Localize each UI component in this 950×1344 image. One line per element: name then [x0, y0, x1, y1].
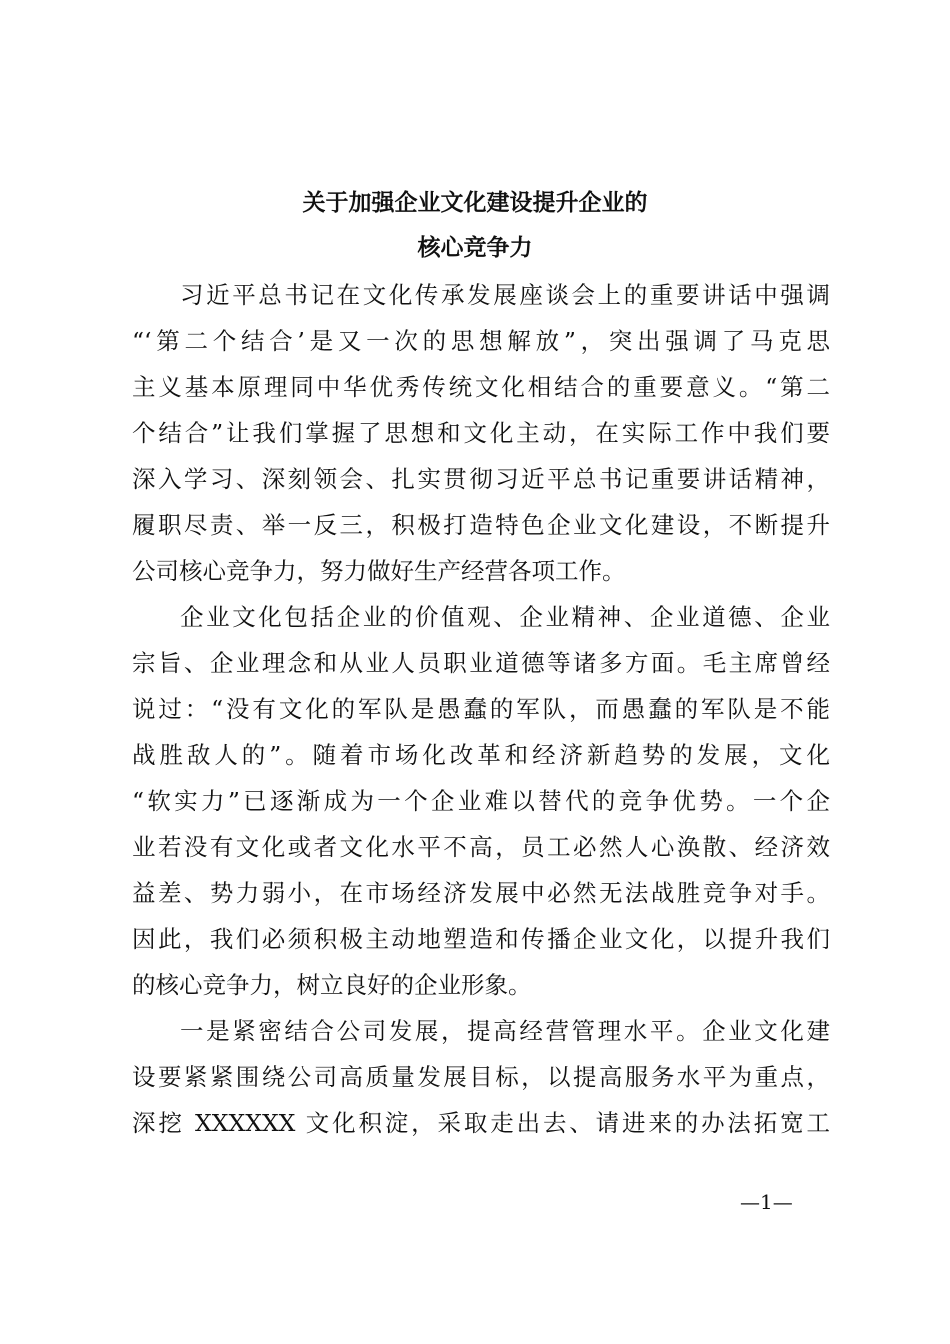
- page-number: —1—: [740, 1190, 793, 1214]
- document-title-line-1: 关于加强企业文化建设提升企业的: [302, 189, 648, 216]
- document-title-line-2: 核心竞争力: [417, 234, 533, 261]
- document-page: 关于加强企业文化建设提升企业的 核心竞争力 习近平总书记在文化传承发展座谈会上的重要讲话中强调 “‘第二个结合’是又一次的思想解放”，突出强调了马克思 主义基本原理同中华优秀传统文化相结合的重要意义。“第二 个结合”让我们掌握了思想和文化主动，在实际工作中我们要 深入学习、深刻领会、扎实贯彻习近平总书记重要讲话精神， 履职尽责、举一反三，积极打造特色企业文化建设，不断提升 公司核心竞争力，努力做好生产经营各项工作。 企业文化包括企业的价值观、企业精神、企业道德、企业 宗旨、企业理念和从业人员职业道德等诸多方面。毛主席曾经 说过：“没有文化的军队是愚蠢的军队，而愚蠢的军队是不能 战胜敌人的”。随着市场化改革和经济新趋势的发展，文化 “软实力”已逐渐成为一个企业难以替代的竞争优势。一个企 业若没有文化或者文化水平不高，员工必然人心涣散、经济效 益差、势力弱小，在市场经济发展中必然无法战胜竞争对手。 因此，我们必须积极主动地塑造和传播企业文化，以提升我们 的核心竞争力，树立良好的企业形象。 一是紧密结合公司发展，提高经营管理水平。企业文化建 设要紧紧围绕公司高质量发展目标，以提高服务水平为重点， 深挖 XXXXXX 文化积淀，采取走出去、请进来的办法拓宽工 —1—: [0, 0, 950, 1344]
